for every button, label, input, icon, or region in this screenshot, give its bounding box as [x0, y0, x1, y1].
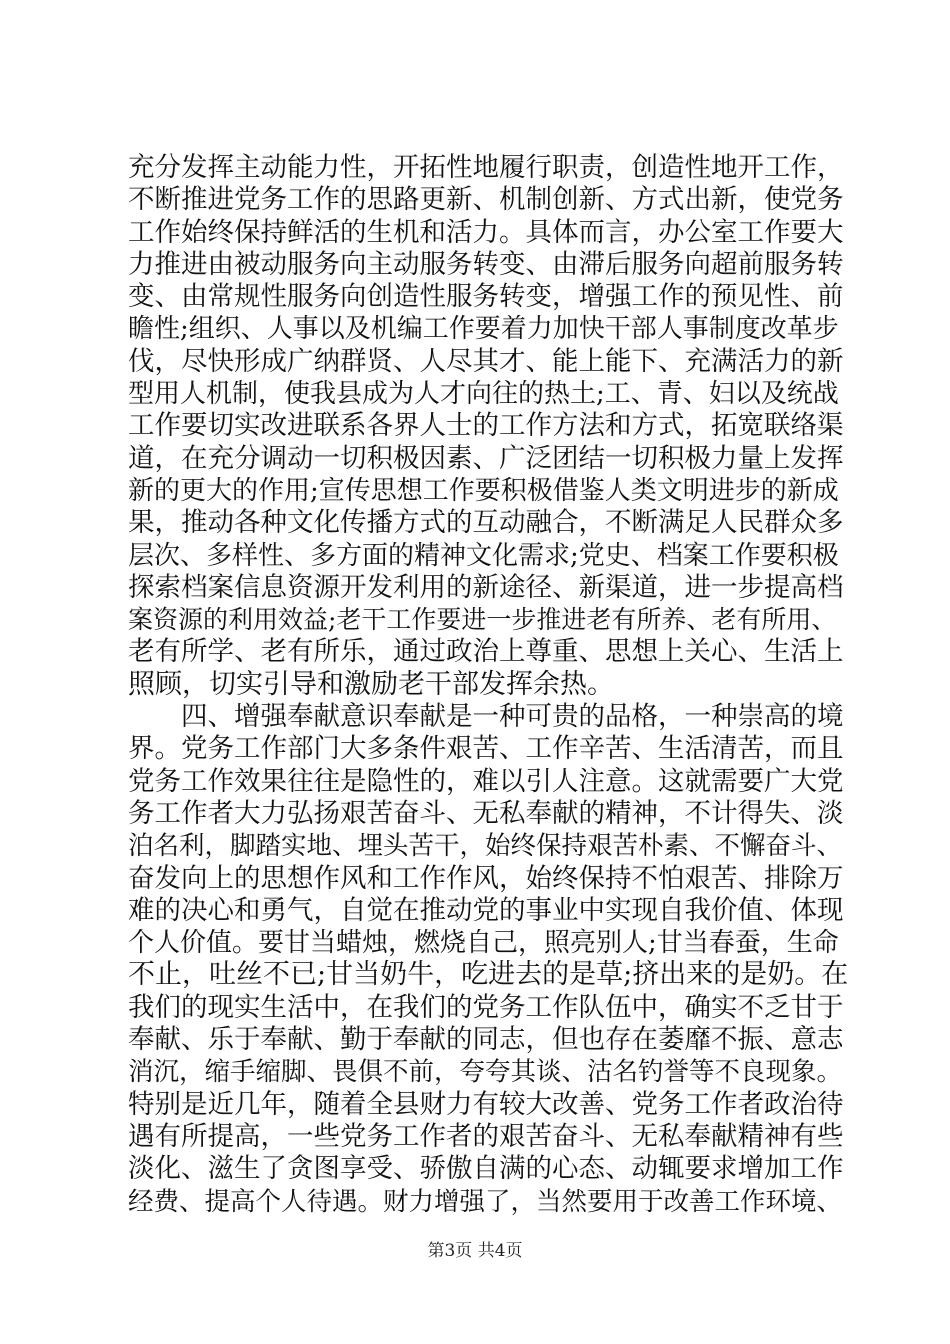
text-line: 果，推动各种文化传播方式的互动融合，不断满足人民群众多 [128, 507, 844, 539]
page-footer: 第3页 共4页 [427, 1241, 523, 1261]
text-line: 层次、多样性、多方面的精神文化需求;党史、档案工作要积极 [128, 540, 839, 571]
text-line: 伐，尽快形成广纳群贤、人尽其才、能上能下、充满活力的新 [128, 345, 844, 377]
text-line: 不止，吐丝不已;甘当奶牛，吃进去的是草;挤出来的是奶。在 [128, 959, 849, 991]
text-line: 个人价值。要甘当蜡烛，燃烧自己，照亮别人;甘当春蚕，生命 [128, 928, 839, 959]
text-line: 工作始终保持鲜活的生机和活力。具体而言，办公室工作要大 [128, 216, 844, 248]
text-line: 老有所学、老有所乐，通过政治上尊重、思想上关心、生活上 [128, 636, 844, 668]
text-line: 奉献、乐于奉献、勤于奉献的同志，但也存在萎靡不振、意志 [128, 1024, 844, 1056]
text-line: 我们的现实生活中，在我们的党务工作队伍中，确实不乏甘于 [128, 991, 844, 1023]
text-line: 界。党务工作部门大多条件艰苦、工作辛苦、生活清苦，而且 [128, 733, 844, 765]
text-line: 特别是近几年，随着全县财力有较大改善、党务工作者政治待 [128, 1088, 844, 1120]
text-line: 力推进由被动服务向主动服务转变、由滞后服务向超前服务转 [128, 248, 844, 280]
text-line: 经费、提高个人待遇。财力增强了，当然要用于改善工作环境、 [128, 1186, 843, 1217]
text-line: 充分发挥主动能力性，开拓性地履行职责，创造性地开工作， [128, 152, 844, 183]
text-line: 道，在充分调动一切积极因素、广泛团结一切积极力量上发挥 [128, 442, 844, 474]
text-line: 党务工作效果往往是隐性的，难以引人注意。这就需要广大党 [128, 765, 844, 797]
text-line: 奋发向上的思想作风和工作作风，始终保持不怕艰苦、排除万 [128, 862, 844, 894]
text-line: 淡化、滋生了贪图享受、骄傲自满的心态、动辄要求增加工作 [128, 1153, 844, 1185]
text-line: 新的更大的作用;宣传思想工作要积极借鉴人类文明进步的新成 [128, 475, 839, 506]
text-line: 案资源的利用效益;老干工作要进一步推进老有所养、老有所用、 [128, 605, 837, 635]
text-line: 变、由常规性服务向创造性服务转变，增强工作的预见性、前 [128, 281, 844, 313]
text-line: 四、增强奉献意识奉献是一种可贵的品格，一种崇高的境 [128, 701, 844, 733]
text-line: 泊名利，脚踏实地、埋头苦干，始终保持艰苦朴素、不懈奋斗、 [128, 831, 843, 862]
text-line: 务工作者大力弘扬艰苦奋斗、无私奉献的精神，不计得失、淡 [128, 797, 844, 829]
text-line: 瞻性;组织、人事以及机编工作要着力加快干部人事制度改革步 [128, 314, 839, 345]
text-line: 不断推进党务工作的思路更新、机制创新、方式出新，使党务 [128, 184, 844, 216]
text-line: 工作要切实改进联系各界人士的工作方法和方式，拓宽联络渠 [128, 410, 844, 442]
text-line: 难的决心和勇气，自觉在推动党的事业中实现自我价值、体现 [128, 894, 844, 926]
document-body [128, 152, 848, 1218]
text-line: 型用人机制，使我县成为人才向往的热土;工、青、妇以及统战 [128, 379, 839, 410]
text-line: 遇有所提高，一些党务工作者的艰苦奋斗、无私奉献精神有些 [128, 1120, 844, 1152]
text-line: 消沉，缩手缩脚、畏俱不前，夸夸其谈、沽名钓誉等不良现象。 [128, 1057, 843, 1088]
text-line: 探索档案信息资源开发利用的新途径、新渠道，进一步提高档 [128, 571, 844, 603]
text-line: 照顾，切实引导和激励老干部发挥余热。 [128, 668, 614, 700]
